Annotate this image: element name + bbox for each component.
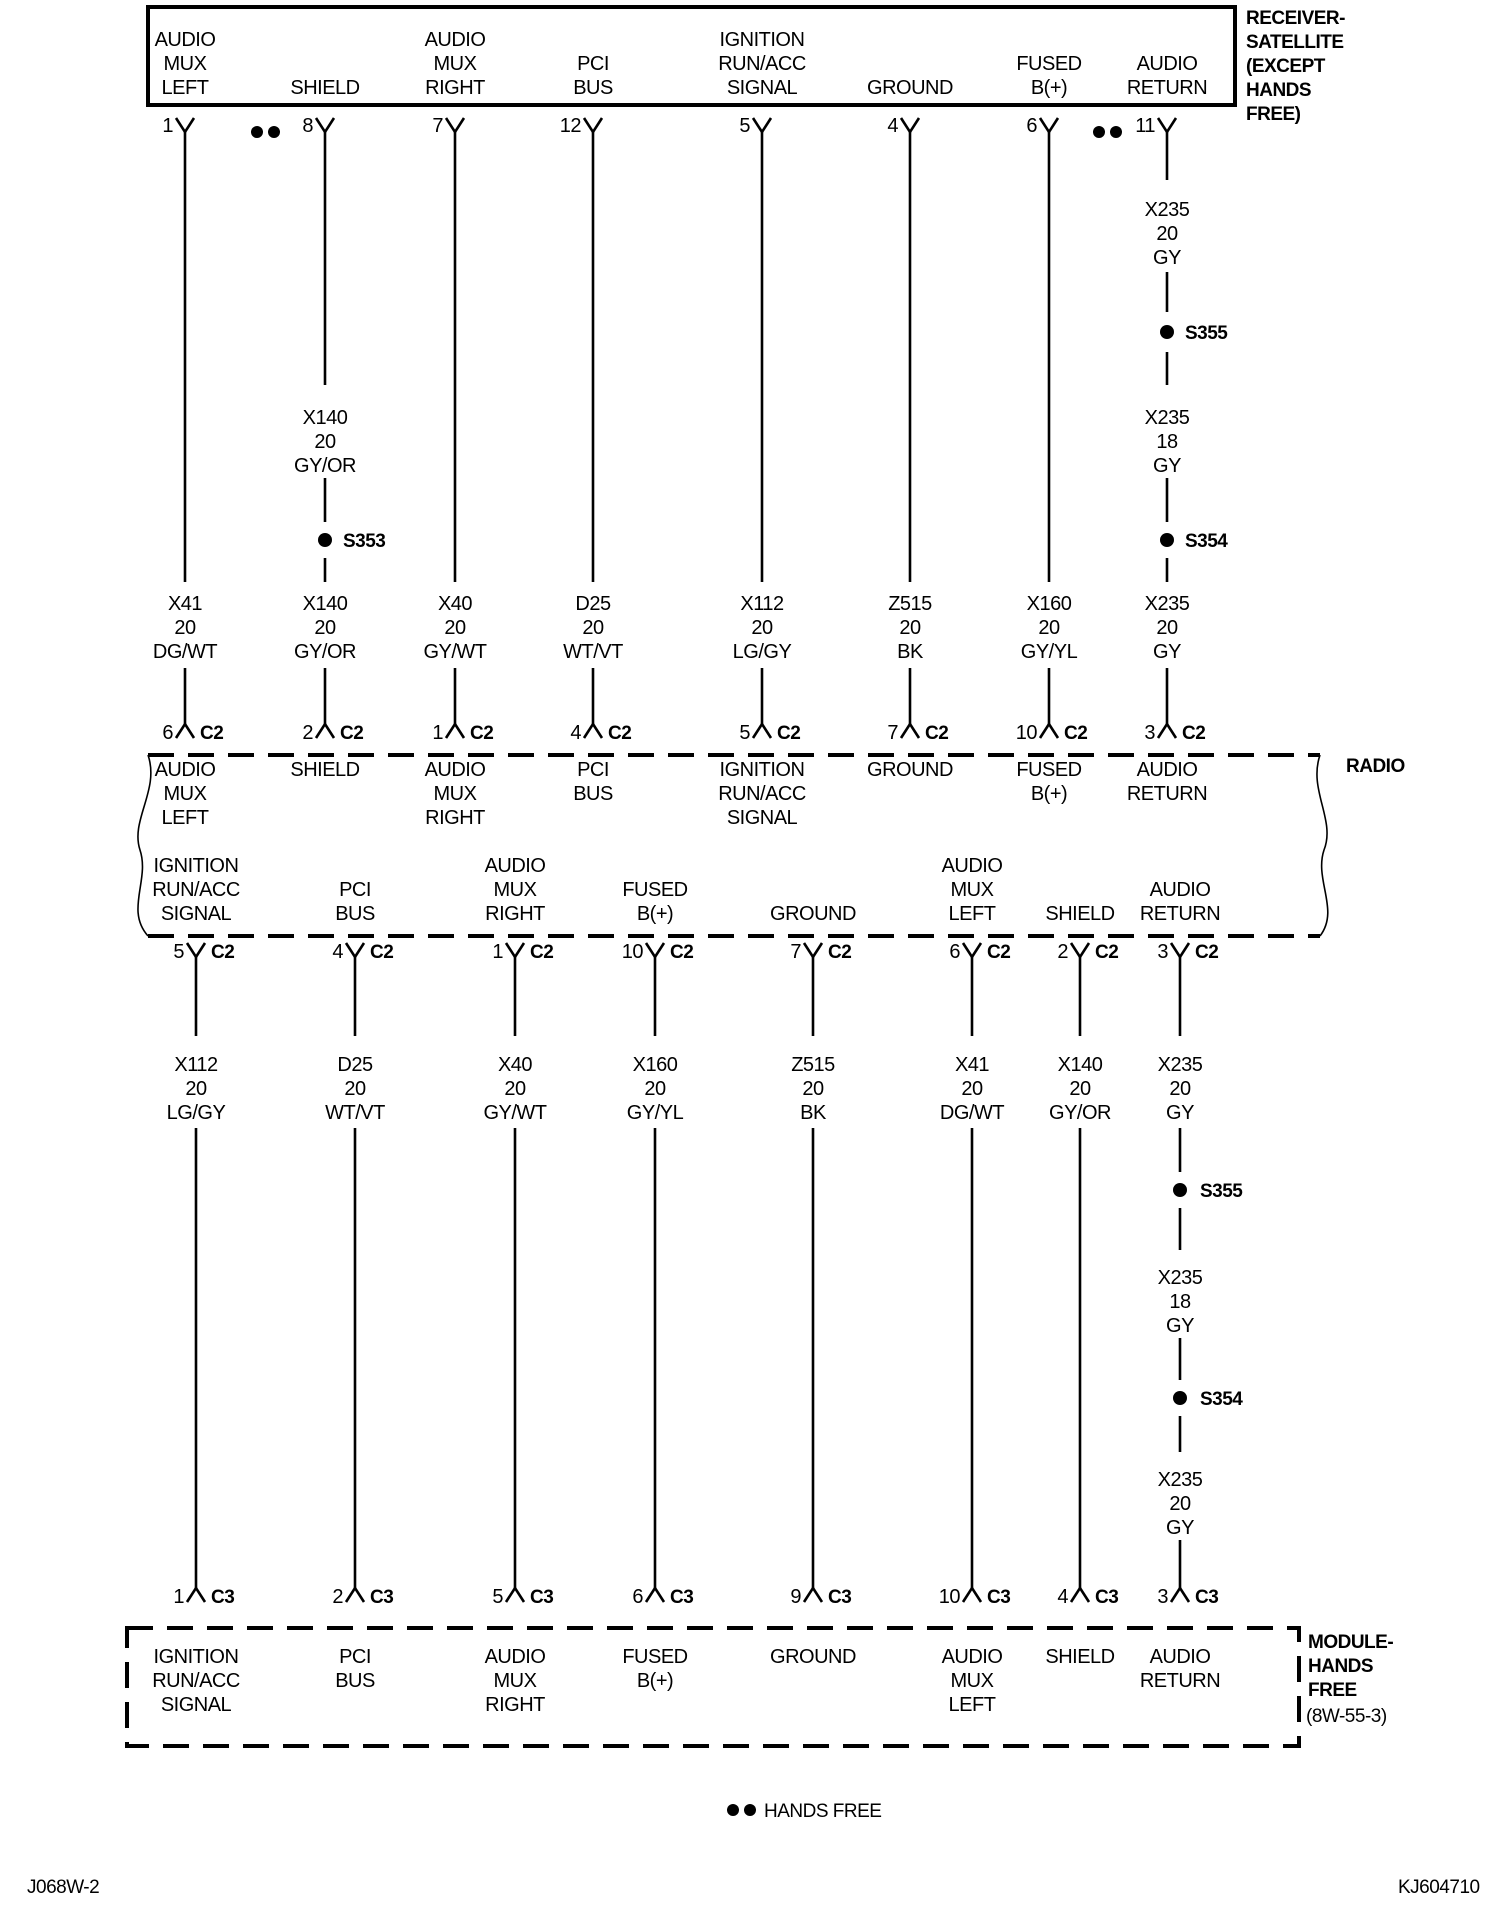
lower-wire-X160-code-line-2: 20 <box>644 1078 666 1100</box>
module-label-4-line-2: B(+) <box>636 1670 674 1692</box>
module-pin-6-number: 6 <box>632 1586 643 1608</box>
splice-S355-label: S355 <box>1185 323 1228 344</box>
radio-bottom-pin-4-connector: C2 <box>370 942 394 963</box>
receiver-pin-11-label-line-1: AUDIO <box>1136 53 1198 75</box>
radio-bottom-pin-2-number: 2 <box>1057 941 1068 963</box>
receiver-pin-6-number: 6 <box>1026 115 1037 137</box>
upper-wire-Z515-code-line-2: 20 <box>899 617 921 639</box>
radio-top-pin-10-number: 10 <box>1015 722 1037 744</box>
upper-splice-wire-S353-line-1: X140 <box>302 407 348 429</box>
module-label-line-4: (8W-55-3) <box>1306 1706 1387 1727</box>
module-label-2-line-1: PCI <box>339 1646 371 1668</box>
upper-wire-D25-code-line-3: WT/VT <box>563 641 623 663</box>
upper-wire-X140-code-line-2: 20 <box>314 617 336 639</box>
splice-S355-label: S355 <box>1200 1181 1243 1202</box>
radio-top-pin-6-number: 6 <box>162 722 173 744</box>
lower-wire-X235-code-line-3: GY <box>1166 1102 1194 1124</box>
radio-top-pin-7-connector: C2 <box>925 723 949 744</box>
radio-bottom-pin-3-terminal <box>1171 943 1189 957</box>
radio-top-pin-2-number: 2 <box>302 722 313 744</box>
radio-bottom-label-1-line-2: RUN/ACC <box>152 879 240 901</box>
receiver-pin-1-label-line-1: AUDIO <box>154 29 216 51</box>
module-label-line-3: FREE <box>1308 1680 1357 1701</box>
receiver-pin-12-label-line-1: PCI <box>577 53 609 75</box>
radio-top-pin-4-number: 4 <box>570 722 581 744</box>
radio-bottom-label-6-line-2: MUX <box>950 879 994 901</box>
receiver-pin-5-label-line-3: SIGNAL <box>726 77 798 99</box>
receiver-pin-labels <box>155 29 1208 99</box>
module-label-1-line-1: IGNITION <box>153 1646 239 1668</box>
module-label-1-line-2: RUN/ACC <box>152 1670 240 1692</box>
radio-bottom-label-3-line-2: MUX <box>493 879 537 901</box>
receiver-pin-4-number: 4 <box>887 115 898 137</box>
lower-wire-X112-code-line-1: X112 <box>174 1054 218 1076</box>
upper-wire-X140-code-line-3: GY/OR <box>294 641 356 663</box>
radio-box-left-break <box>138 755 151 936</box>
hands-free-legend-label: HANDS FREE <box>764 1801 882 1822</box>
splice-S354-dot <box>1160 533 1174 547</box>
radio-top-pin-2-terminal <box>316 724 334 738</box>
receiver-pin-7-label-line-3: RIGHT <box>425 77 485 99</box>
upper-wire-D25-code-line-1: D25 <box>575 593 611 615</box>
upper-wire-X40-code-line-3: GY/WT <box>423 641 487 663</box>
splice-S353-dot <box>318 533 332 547</box>
radio-top-pin-10-terminal <box>1040 724 1058 738</box>
module-pin-2-number: 2 <box>332 1586 343 1608</box>
upper-wire-harness <box>153 115 1228 744</box>
receiver-pin-5-terminal <box>753 118 771 132</box>
hands-free-marker-dot <box>268 126 280 138</box>
radio-top-pin-1-number: 1 <box>432 722 443 744</box>
radio-bottom-label-3-line-1: AUDIO <box>484 855 546 877</box>
module-hands-free-box <box>127 1628 1299 1746</box>
upper-wire-Z515-code-line-1: Z515 <box>888 593 932 615</box>
upper-wire-X235-code-line-2: 20 <box>1156 617 1178 639</box>
hands-free-marker-dot <box>1110 126 1122 138</box>
radio-top-pin-3-connector: C2 <box>1182 723 1206 744</box>
receiver-pin-7-terminal <box>446 118 464 132</box>
module-pin-4-connector: C3 <box>1095 1587 1119 1608</box>
radio-bottom-label-3-line-3: RIGHT <box>485 903 545 925</box>
lower-wire-D25-code-line-1: D25 <box>337 1054 373 1076</box>
radio-top-pin-1-terminal <box>446 724 464 738</box>
upper-splice-wire-S353-line-2: 20 <box>314 431 336 453</box>
radio-box-right-break <box>1317 755 1328 936</box>
receiver-pin-12-number: 12 <box>559 115 581 137</box>
module-label-3-line-3: RIGHT <box>485 1694 545 1716</box>
lower-splice-wire-S355-line-3: GY <box>1166 1315 1194 1337</box>
lower-splice-wire-S354-b-line-2: 20 <box>1169 1493 1191 1515</box>
radio-bottom-label-7-line-1: SHIELD <box>1045 903 1115 925</box>
lower-wire-X160-code-line-3: GY/YL <box>626 1102 684 1124</box>
lower-wire-X40-code-line-1: X40 <box>497 1054 533 1076</box>
module-label-5-line-1: GROUND <box>770 1646 856 1668</box>
receiver-pin-11-number: 11 <box>1135 115 1155 137</box>
upper-splice-wire-S355-line-1: X235 <box>1144 199 1190 221</box>
module-label-3-line-2: MUX <box>493 1670 537 1692</box>
radio-top-label-1-line-1: AUDIO <box>154 759 216 781</box>
upper-splice-wire-S355-line-3: GY <box>1153 247 1181 269</box>
module-pin-9-terminal <box>804 1588 822 1602</box>
lower-wire-X235-code-line-1: X235 <box>1157 1054 1203 1076</box>
receiver-satellite-label-line-3: (EXCEPT <box>1246 56 1325 77</box>
radio-bottom-pin-3-number: 3 <box>1157 941 1168 963</box>
upper-wire-X40-code-line-1: X40 <box>437 593 473 615</box>
receiver-pin-8-label-line-1: SHIELD <box>290 77 360 99</box>
radio-bottom-pin-3-connector: C2 <box>1195 942 1219 963</box>
radio-top-label-6-line-1: GROUND <box>867 759 953 781</box>
module-pin-2-terminal <box>346 1588 364 1602</box>
module-pin-4-terminal <box>1071 1588 1089 1602</box>
radio-bottom-pin-1-connector: C2 <box>530 942 554 963</box>
lower-wire-X40-code-line-2: 20 <box>504 1078 526 1100</box>
lower-wire-X235-code-line-2: 20 <box>1169 1078 1191 1100</box>
receiver-pin-1-label-line-2: MUX <box>163 53 207 75</box>
module-pin-9-number: 9 <box>790 1586 801 1608</box>
receiver-satellite-label-line-1: RECEIVER- <box>1246 8 1345 29</box>
lower-wire-X112-code-line-3: LG/GY <box>166 1102 226 1124</box>
radio-bottom-pin-10-connector: C2 <box>670 942 694 963</box>
module-label-4-line-1: FUSED <box>622 1646 688 1668</box>
radio-top-pin-7-number: 7 <box>887 722 898 744</box>
module-pin-10-terminal <box>963 1588 981 1602</box>
upper-wire-X112-code-line-3: LG/GY <box>732 641 792 663</box>
splice-S355-dot <box>1173 1183 1187 1197</box>
module-label-6-line-3: LEFT <box>948 1694 996 1716</box>
radio-top-pin-5-number: 5 <box>739 722 750 744</box>
receiver-pin-5-label-line-1: IGNITION <box>719 29 805 51</box>
lower-splice-wire-S355-line-1: X235 <box>1157 1267 1203 1289</box>
radio-bottom-pin-5-terminal <box>187 943 205 957</box>
receiver-pin-1-terminal <box>176 118 194 132</box>
upper-wire-X41-code-line-3: DG/WT <box>152 641 218 663</box>
lower-wire-X160-code-line-1: X160 <box>632 1054 678 1076</box>
receiver-pin-7-number: 7 <box>432 115 443 137</box>
splice-S354-label: S354 <box>1185 531 1228 552</box>
radio-top-label-1-line-2: MUX <box>163 783 207 805</box>
radio-bottom-pin-1-number: 1 <box>492 941 503 963</box>
lower-wire-X140-code-line-3: GY/OR <box>1049 1102 1111 1124</box>
lower-wire-X140-code-line-1: X140 <box>1057 1054 1103 1076</box>
receiver-pin-5-number: 5 <box>739 115 750 137</box>
radio-top-label-2-line-1: SHIELD <box>290 759 360 781</box>
lower-wire-X41-code-line-1: X41 <box>954 1054 990 1076</box>
module-label-1-line-3: SIGNAL <box>160 1694 232 1716</box>
radio-top-pin-1-connector: C2 <box>470 723 494 744</box>
upper-wire-X160-code-line-3: GY/YL <box>1020 641 1078 663</box>
radio-bottom-pin-6-connector: C2 <box>987 942 1011 963</box>
module-pin-5-number: 5 <box>492 1586 503 1608</box>
radio-bottom-label-6-line-3: LEFT <box>948 903 996 925</box>
upper-wire-X140-code-line-1: X140 <box>302 593 348 615</box>
radio-bottom-pin-6-terminal <box>963 943 981 957</box>
upper-splice-wire-S353-line-3: GY/OR <box>294 455 356 477</box>
radio-top-pin-7-terminal <box>901 724 919 738</box>
module-label-6-line-2: MUX <box>950 1670 994 1692</box>
radio-label: RADIO <box>1346 756 1405 777</box>
radio-bottom-label-1-line-1: IGNITION <box>153 855 239 877</box>
module-pin-1-number: 1 <box>173 1586 184 1608</box>
module-pin-10-number: 10 <box>938 1586 960 1608</box>
lower-wire-X112-code-line-2: 20 <box>185 1078 207 1100</box>
radio-top-label-1-line-3: LEFT <box>161 807 209 829</box>
receiver-pin-1-number: 1 <box>162 115 173 137</box>
radio-top-label-3-line-3: RIGHT <box>425 807 485 829</box>
radio-bottom-pin-2-terminal <box>1071 943 1089 957</box>
radio-top-label-4-line-2: BUS <box>573 783 613 805</box>
radio-bottom-label-8-line-1: AUDIO <box>1149 879 1211 901</box>
splice-S354-dot <box>1173 1391 1187 1405</box>
module-pin-2-connector: C3 <box>370 1587 394 1608</box>
module-pin-1-connector: C3 <box>211 1587 235 1608</box>
module-label-8-line-2: RETURN <box>1139 1670 1221 1692</box>
lower-wire-Z515-code-line-2: 20 <box>802 1078 824 1100</box>
radio-top-label-7-line-1: FUSED <box>1016 759 1082 781</box>
radio-top-pin-6-connector: C2 <box>200 723 224 744</box>
hands-free-marker-dot <box>1093 126 1105 138</box>
module-pin-3-connector: C3 <box>1195 1587 1219 1608</box>
radio-bottom-pin-10-number: 10 <box>621 941 643 963</box>
module-pin-4-number: 4 <box>1057 1586 1068 1608</box>
receiver-pin-12-label-line-2: BUS <box>573 77 613 99</box>
module-pin-10-connector: C3 <box>987 1587 1011 1608</box>
receiver-pin-5-label-line-2: RUN/ACC <box>718 53 806 75</box>
receiver-pin-7-label-line-1: AUDIO <box>424 29 486 51</box>
upper-wire-X235-code-line-3: GY <box>1153 641 1181 663</box>
upper-wire-X160-code-line-1: X160 <box>1026 593 1072 615</box>
module-label-7-line-1: SHIELD <box>1045 1646 1115 1668</box>
lower-wire-X40-code-line-3: GY/WT <box>483 1102 547 1124</box>
diagram-code-right: KJ604710 <box>1398 1877 1480 1898</box>
module-label-3-line-1: AUDIO <box>484 1646 546 1668</box>
radio-bottom-pin-7-connector: C2 <box>828 942 852 963</box>
radio-bottom-label-2-line-2: BUS <box>335 903 375 925</box>
module-label-line-1: MODULE- <box>1308 1632 1394 1653</box>
lower-wire-X41-code-line-3: DG/WT <box>939 1102 1005 1124</box>
radio-pin-labels <box>152 759 1220 925</box>
upper-wire-Z515-code-line-3: BK <box>897 641 923 663</box>
upper-splice-wire-S354-line-1: X235 <box>1144 407 1190 429</box>
radio-bottom-label-8-line-2: RETURN <box>1139 903 1221 925</box>
upper-splice-wire-S354-line-2: 18 <box>1156 431 1178 453</box>
receiver-pin-1-label-line-3: LEFT <box>161 77 209 99</box>
radio-bottom-label-6-line-1: AUDIO <box>941 855 1003 877</box>
receiver-satellite-label-line-5: FREE) <box>1246 104 1301 125</box>
module-pin-1-terminal <box>187 1588 205 1602</box>
module-label-6-line-1: AUDIO <box>941 1646 1003 1668</box>
module-pin-3-terminal <box>1171 1588 1189 1602</box>
radio-bottom-pin-5-connector: C2 <box>211 942 235 963</box>
radio-top-pin-4-terminal <box>584 724 602 738</box>
lower-splice-wire-S354-b-line-1: X235 <box>1157 1469 1203 1491</box>
hands-free-legend-dot-2 <box>744 1804 756 1816</box>
radio-top-pin-4-connector: C2 <box>608 723 632 744</box>
radio-top-pin-5-connector: C2 <box>777 723 801 744</box>
radio-bottom-label-1-line-3: SIGNAL <box>160 903 232 925</box>
lower-splice-wire-S354-b-line-3: GY <box>1166 1517 1194 1539</box>
upper-wire-X40-code-line-2: 20 <box>444 617 466 639</box>
splice-S355-dot <box>1160 325 1174 339</box>
lower-wire-X140-code-line-2: 20 <box>1069 1078 1091 1100</box>
module-pin-3-number: 3 <box>1157 1586 1168 1608</box>
module-pin-9-connector: C3 <box>828 1587 852 1608</box>
hands-free-marker-dot <box>251 126 263 138</box>
radio-top-pin-2-connector: C2 <box>340 723 364 744</box>
radio-top-label-3-line-2: MUX <box>433 783 477 805</box>
upper-wire-X41-code-line-2: 20 <box>174 617 196 639</box>
upper-wire-X112-code-line-1: X112 <box>740 593 784 615</box>
upper-splice-wire-S355-line-2: 20 <box>1156 223 1178 245</box>
receiver-pin-4-label-line-1: GROUND <box>867 77 953 99</box>
radio-top-label-3-line-1: AUDIO <box>424 759 486 781</box>
module-pin-labels <box>152 1646 1220 1716</box>
module-label-2-line-2: BUS <box>335 1670 375 1692</box>
receiver-satellite-label-line-2: SATELLITE <box>1246 32 1344 53</box>
radio-top-label-8-line-2: RETURN <box>1126 783 1208 805</box>
lower-wire-Z515-code-line-1: Z515 <box>791 1054 835 1076</box>
module-pin-5-terminal <box>506 1588 524 1602</box>
radio-bottom-pin-10-terminal <box>646 943 664 957</box>
radio-top-label-5-line-1: IGNITION <box>719 759 805 781</box>
radio-top-label-5-line-2: RUN/ACC <box>718 783 806 805</box>
lower-wire-harness <box>167 941 1244 1608</box>
radio-top-label-4-line-1: PCI <box>577 759 609 781</box>
splice-S354-label: S354 <box>1200 1389 1243 1410</box>
upper-wire-X41-code-line-1: X41 <box>167 593 203 615</box>
radio-bottom-label-5-line-1: GROUND <box>770 903 856 925</box>
radio-bottom-label-4-line-1: FUSED <box>622 879 688 901</box>
receiver-pin-8-terminal <box>316 118 334 132</box>
module-label-line-2: HANDS <box>1308 1656 1374 1677</box>
splice-S353-label: S353 <box>343 531 386 552</box>
radio-top-pin-6-terminal <box>176 724 194 738</box>
radio-bottom-pin-7-terminal <box>804 943 822 957</box>
lower-wire-D25-code-line-2: 20 <box>344 1078 366 1100</box>
upper-wire-X160-code-line-2: 20 <box>1038 617 1060 639</box>
receiver-pin-12-terminal <box>584 118 602 132</box>
lower-wire-D25-code-line-3: WT/VT <box>325 1102 385 1124</box>
radio-top-label-5-line-3: SIGNAL <box>726 807 798 829</box>
module-pin-6-connector: C3 <box>670 1587 694 1608</box>
radio-bottom-pin-4-number: 4 <box>332 941 343 963</box>
receiver-pin-6-label-line-2: B(+) <box>1030 77 1068 99</box>
lower-wire-Z515-code-line-3: BK <box>800 1102 826 1124</box>
radio-bottom-label-2-line-1: PCI <box>339 879 371 901</box>
receiver-pin-11-terminal <box>1158 118 1176 132</box>
radio-top-pin-5-terminal <box>753 724 771 738</box>
module-pin-5-connector: C3 <box>530 1587 554 1608</box>
radio-bottom-pin-2-connector: C2 <box>1095 942 1119 963</box>
upper-wire-X235-code-line-1: X235 <box>1144 593 1190 615</box>
receiver-pin-7-label-line-2: MUX <box>433 53 477 75</box>
receiver-pin-11-label-line-2: RETURN <box>1126 77 1208 99</box>
radio-top-pin-10-connector: C2 <box>1064 723 1088 744</box>
upper-wire-D25-code-line-2: 20 <box>582 617 604 639</box>
radio-top-label-8-line-1: AUDIO <box>1136 759 1198 781</box>
radio-bottom-pin-4-terminal <box>346 943 364 957</box>
receiver-pin-4-terminal <box>901 118 919 132</box>
receiver-pin-6-terminal <box>1040 118 1058 132</box>
radio-bottom-label-4-line-2: B(+) <box>636 903 674 925</box>
radio-bottom-pin-6-number: 6 <box>949 941 960 963</box>
upper-wire-X112-code-line-2: 20 <box>751 617 773 639</box>
radio-bottom-pin-5-number: 5 <box>173 941 184 963</box>
hands-free-legend-dot-1 <box>727 1804 739 1816</box>
diagram-code-left: J068W-2 <box>27 1877 100 1898</box>
lower-wire-X41-code-line-2: 20 <box>961 1078 983 1100</box>
radio-top-label-7-line-2: B(+) <box>1030 783 1068 805</box>
radio-bottom-pin-7-number: 7 <box>790 941 801 963</box>
receiver-pin-8-number: 8 <box>302 115 313 137</box>
radio-bottom-pin-1-terminal <box>506 943 524 957</box>
receiver-satellite-label-line-4: HANDS <box>1246 80 1312 101</box>
upper-splice-wire-S354-line-3: GY <box>1153 455 1181 477</box>
radio-top-pin-3-number: 3 <box>1144 722 1155 744</box>
radio-top-pin-3-terminal <box>1158 724 1176 738</box>
receiver-pin-6-label-line-1: FUSED <box>1016 53 1082 75</box>
lower-splice-wire-S355-line-2: 18 <box>1169 1291 1191 1313</box>
module-label-8-line-1: AUDIO <box>1149 1646 1211 1668</box>
module-pin-6-terminal <box>646 1588 664 1602</box>
